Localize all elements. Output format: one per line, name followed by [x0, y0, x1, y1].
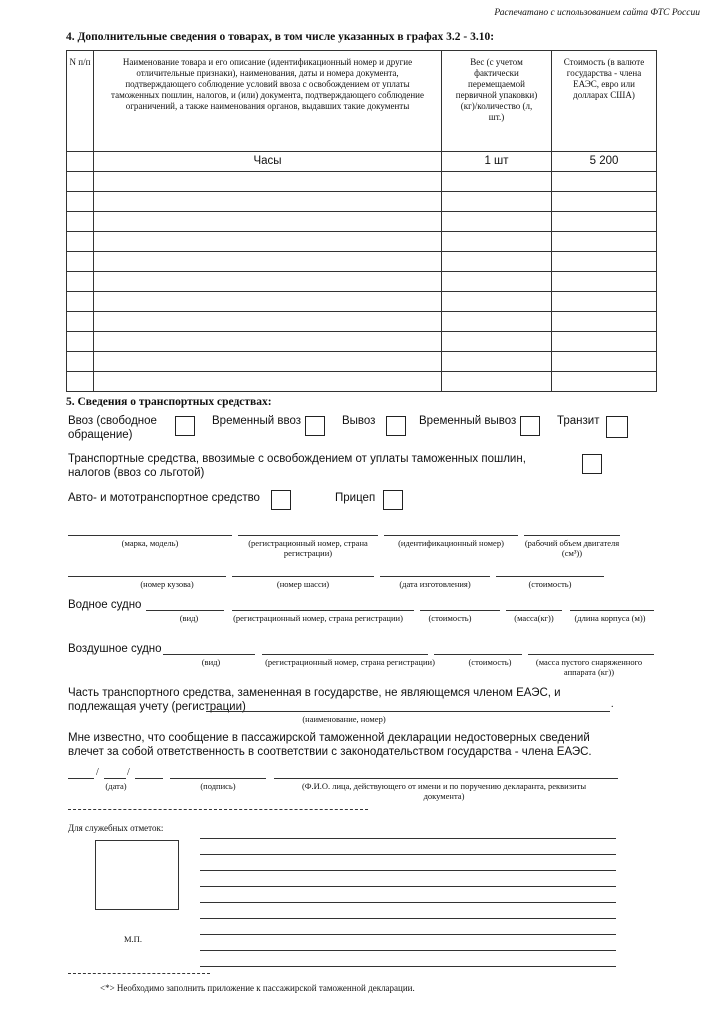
air-reg-caption: (регистрационный номер, страна регистрации) [265, 657, 435, 667]
printed-note: Распечатано с использованием сайта ФТС России [494, 8, 700, 18]
water-mass-line[interactable] [506, 610, 562, 611]
water-mass-caption: (масса(кг)) [514, 613, 554, 623]
auto-checkbox[interactable] [271, 490, 291, 510]
table-row [67, 172, 657, 192]
date-day-line[interactable] [68, 778, 94, 779]
service-line[interactable] [200, 838, 616, 839]
service-line[interactable] [200, 918, 616, 919]
table-row [67, 252, 657, 272]
chassis-caption: (номер шасси) [276, 579, 330, 589]
air-mass-caption: (масса пустого снаряженного аппарата (кг)) [535, 657, 643, 677]
cell-cost[interactable] [552, 232, 657, 252]
service-line[interactable] [200, 902, 616, 903]
water-cost-line[interactable] [420, 610, 500, 611]
cell-weight[interactable] [442, 172, 552, 192]
brand-caption: (марка, модель) [121, 538, 179, 548]
signature-line[interactable] [170, 778, 266, 779]
cell-cost[interactable] [552, 172, 657, 192]
cell-description[interactable] [94, 372, 442, 392]
trailer-checkbox[interactable] [383, 490, 403, 510]
table-row [67, 212, 657, 232]
temp-export-label: Временный вывоз [419, 415, 517, 427]
table-row [67, 152, 657, 172]
cell-num[interactable] [67, 372, 94, 392]
exempt-label: Транспортные средства, ввозимые с освобождением от уплаты таможенных пошлин, налогов (ввоз со льготой) [68, 453, 526, 479]
temp-import-checkbox[interactable] [305, 416, 325, 436]
col-header-weight: Вес (с учетом фактически перемещаемой первичной упаковки) (кг)/количество (л, шт.) [442, 51, 552, 152]
cell-description[interactable] [94, 292, 442, 312]
cell-num[interactable] [67, 252, 94, 272]
col-header-description: Наименование товара и его описание (идентификационный номер и другие отличительные признаки), наименования, даты и номера документа, подтверждающего соблюдение условий ввоза с освобождением от уплаты таможенных пошлин, налогов, и (или) документа, подтверждающего соблюдение ограничений, а также наименования органов, выдавших такие документы [94, 51, 442, 152]
stamp-box [95, 840, 179, 910]
service-line[interactable] [200, 934, 616, 935]
air-type-line[interactable] [163, 654, 255, 655]
cell-num[interactable] [67, 272, 94, 292]
part-label: Часть транспортного средства, замененная в государстве, не являющемся членом ЕАЭС, и подлежащая учету (регистрации) [68, 687, 561, 713]
cell-cost[interactable] [552, 292, 657, 312]
cell-cost[interactable]: 5 200 [552, 152, 657, 172]
cell-weight[interactable] [442, 232, 552, 252]
section4-title: 4. Дополнительные сведения о товарах, в том числе указанных в графах 3.2 - 3.10: [66, 31, 495, 43]
body-caption: (номер кузова) [140, 579, 194, 589]
service-line[interactable] [200, 966, 616, 967]
cell-description[interactable] [94, 192, 442, 212]
footnote-text: <*> Необходимо заполнить приложение к пассажирской таможенной декларации. [100, 983, 415, 993]
cell-num[interactable] [67, 312, 94, 332]
table-row [67, 232, 657, 252]
reg-line[interactable] [238, 535, 378, 536]
cell-weight[interactable] [442, 272, 552, 292]
service-label: Для служебных отметок: [68, 823, 164, 833]
stamp-label: М.П. [124, 934, 142, 944]
import-free-label: Ввоз (свободное обращение) [68, 415, 157, 441]
part-line-end: . [611, 699, 614, 710]
cell-weight[interactable] [442, 352, 552, 372]
vin-line[interactable] [384, 535, 518, 536]
cell-weight[interactable]: 1 шт [442, 152, 552, 172]
water-length-caption: (длина корпуса (м)) [574, 613, 646, 623]
air-mass-line[interactable] [528, 654, 654, 655]
cell-cost[interactable] [552, 332, 657, 352]
col-header-cost: Стоимость (в валюте государства - члена ЕАЭС, евро или долларах США) [552, 51, 657, 152]
table-row [67, 272, 657, 292]
service-line[interactable] [200, 886, 616, 887]
chassis-line[interactable] [232, 576, 374, 577]
date-slash-1: / [96, 767, 99, 778]
water-cost-caption: (стоимость) [428, 613, 472, 623]
table-row [67, 192, 657, 212]
date-slash-2: / [127, 767, 130, 778]
reg-caption: (регистрационный номер, страна регистрации) [248, 538, 368, 558]
service-line[interactable] [200, 950, 616, 951]
cell-cost[interactable] [552, 252, 657, 272]
cell-num[interactable] [67, 352, 94, 372]
exempt-checkbox[interactable] [582, 454, 602, 474]
cell-num[interactable] [67, 172, 94, 192]
made-caption: (дата изготовления) [399, 579, 471, 589]
declaration-separator [68, 809, 368, 810]
table-row [67, 292, 657, 312]
export-checkbox[interactable] [386, 416, 406, 436]
cell-cost[interactable] [552, 352, 657, 372]
name-caption: (Ф.И.О. лица, действующего от имени и по поручению декларанта, реквизиты документа) [301, 781, 587, 801]
part-line[interactable] [206, 711, 610, 712]
signature-caption: (подпись) [200, 781, 236, 791]
made-line[interactable] [380, 576, 490, 577]
cell-description[interactable]: Часы [94, 152, 442, 172]
export-label: Вывоз [342, 415, 376, 427]
cell-description[interactable] [94, 332, 442, 352]
water-reg-caption: (регистрационный номер, страна регистрации) [233, 613, 403, 623]
cell-num[interactable] [67, 212, 94, 232]
name-line[interactable] [274, 778, 618, 779]
service-line[interactable] [200, 870, 616, 871]
temp-import-label: Временный ввоз [212, 415, 301, 427]
engine-caption: (рабочий объем двигателя (см³)) [524, 538, 620, 558]
air-cost-caption: (стоимость) [468, 657, 512, 667]
water-reg-line[interactable] [232, 610, 414, 611]
cell-description[interactable] [94, 312, 442, 332]
cell-num[interactable] [67, 192, 94, 212]
section5-title: 5. Сведения о транспортных средствах: [66, 396, 272, 408]
cell-num[interactable] [67, 232, 94, 252]
brand-line[interactable] [68, 535, 232, 536]
air-reg-line[interactable] [262, 654, 428, 655]
table-row [67, 352, 657, 372]
water-length-line[interactable] [570, 610, 654, 611]
cell-num[interactable] [67, 152, 94, 172]
cell-num[interactable] [67, 332, 94, 352]
transit-checkbox[interactable] [606, 416, 628, 438]
cell-cost[interactable] [552, 192, 657, 212]
part-caption: (наименование, номер) [302, 714, 386, 724]
transit-label: Транзит [557, 415, 600, 427]
declaration-text: Мне известно, что сообщение в пассажирской таможенной декларации недостоверных сведений влечет за собой ответственность в соответствии с законодательством государства - члена ЕАЭС. [68, 732, 592, 758]
air-cost-line[interactable] [434, 654, 522, 655]
cell-description[interactable] [94, 272, 442, 292]
cell-cost[interactable] [552, 312, 657, 332]
cell-cost[interactable] [552, 372, 657, 392]
cell-weight[interactable] [442, 212, 552, 232]
table-row [67, 332, 657, 352]
service-line[interactable] [200, 854, 616, 855]
date-year-line[interactable] [135, 778, 163, 779]
air-type-caption: (вид) [201, 657, 221, 667]
goods-table [66, 50, 657, 392]
air-label: Воздушное судно [68, 643, 162, 655]
cell-description[interactable] [94, 212, 442, 232]
auto-cost-caption: (стоимость) [528, 579, 572, 589]
water-type-caption: (вид) [179, 613, 199, 623]
cell-weight[interactable] [442, 332, 552, 352]
cell-weight[interactable] [442, 372, 552, 392]
cell-cost[interactable] [552, 272, 657, 292]
cell-weight[interactable] [442, 192, 552, 212]
date-month-line[interactable] [104, 778, 126, 779]
cell-num[interactable] [67, 292, 94, 312]
date-caption: (дата) [105, 781, 127, 791]
cell-description[interactable] [94, 352, 442, 372]
cell-weight[interactable] [442, 292, 552, 312]
cell-weight[interactable] [442, 312, 552, 332]
table-row [67, 312, 657, 332]
cell-description[interactable] [94, 232, 442, 252]
cell-cost[interactable] [552, 212, 657, 232]
cell-weight[interactable] [442, 252, 552, 272]
import-free-checkbox[interactable] [175, 416, 195, 436]
body-line[interactable] [68, 576, 226, 577]
footnote-separator [68, 973, 210, 974]
trailer-label: Прицеп [335, 492, 376, 504]
auto-cost-line[interactable] [496, 576, 604, 577]
table-row [67, 372, 657, 392]
vin-caption: (идентификационный номер) [398, 538, 504, 548]
auto-label: Авто- и мототранспортное средство [68, 492, 260, 504]
water-label: Водное судно [68, 599, 142, 611]
cell-description[interactable] [94, 252, 442, 272]
engine-line[interactable] [524, 535, 620, 536]
cell-description[interactable] [94, 172, 442, 192]
temp-export-checkbox[interactable] [520, 416, 540, 436]
water-type-line[interactable] [146, 610, 224, 611]
col-header-num: N п/п [67, 51, 94, 152]
